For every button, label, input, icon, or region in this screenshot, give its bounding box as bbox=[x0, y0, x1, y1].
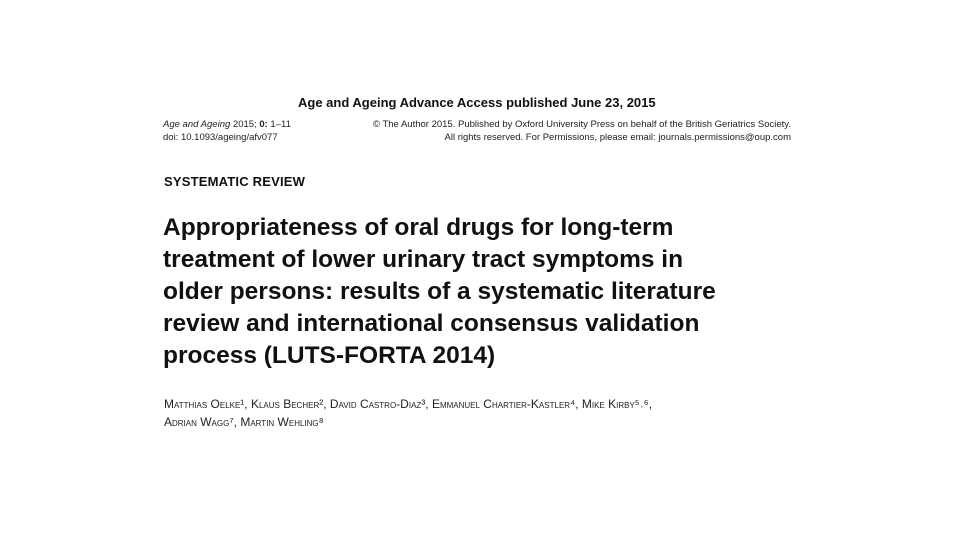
authors-line: Matthias Oelke¹, Klaus Becher², David Castro-Diaz³, Emmanuel Chartier-Kastler⁴, Mike Kirby⁵˒⁶, bbox=[164, 397, 653, 411]
title-line: review and international consensus validation bbox=[163, 310, 700, 337]
author-list bbox=[164, 395, 804, 431]
journal-volume: 0: bbox=[259, 119, 268, 130]
title-line: Appropriateness of oral drugs for long-term bbox=[163, 214, 674, 241]
article-title bbox=[163, 212, 803, 372]
copyright-info bbox=[373, 118, 791, 144]
doi: doi: 10.1093/ageing/afv077 bbox=[163, 132, 278, 143]
advance-access-banner: Age and Ageing Advance Access published June 23, 2015 bbox=[298, 95, 656, 110]
title-line: older persons: results of a systematic literature bbox=[163, 278, 716, 305]
authors-line: Adrian Wagg⁷, Martin Wehling⁸ bbox=[164, 415, 324, 429]
citation-info bbox=[163, 118, 291, 144]
copyright-line-1: © The Author 2015. Published by Oxford University Press on behalf of the British Geriatrics Society. bbox=[373, 119, 791, 130]
journal-pages: 1–11 bbox=[267, 119, 291, 130]
title-line: process (LUTS-FORTA 2014) bbox=[163, 342, 496, 369]
copyright-line-2: All rights reserved. For Permissions, please email: journals.permissions@oup.com bbox=[444, 132, 791, 143]
journal-name: Age and Ageing bbox=[163, 119, 231, 130]
section-label: SYSTEMATIC REVIEW bbox=[164, 174, 306, 189]
title-line: treatment of lower urinary tract symptoms in bbox=[163, 246, 684, 273]
journal-citation bbox=[163, 118, 291, 131]
journal-year: 2015; bbox=[230, 119, 260, 130]
